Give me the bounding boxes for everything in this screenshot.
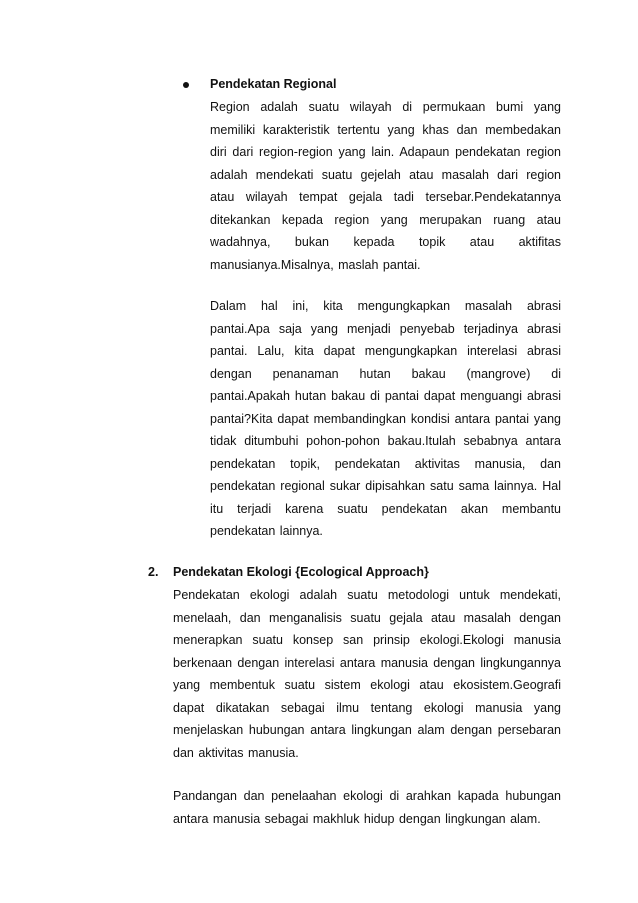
section-title: Pendekatan Ekologi {Ecological Approach} — [173, 565, 429, 579]
paragraph-regional-2: Dalam hal ini, kita mengungkapkan masalah abrasi pantai.Apa saja yang menjadi penyebab terjadinya abrasi pantai. Lalu, kita dapat mengungkapkan interelasi abrasi dengan penanaman hutan bakau (mangrove) di pantai.Apakah hutan bakau di pantai dapat menguangi abrasi pantai?Kita dapat membandingkan kondisi antara pantai yang tidak ditumbuhi pohon-pohon bakau.Itulah sebabnya antara pendekatan topik, pendekatan aktivitas manusia, dan pendekatan regional sukar dipisahkan satu sama lainnya. Hal itu terjadi karena suatu pendekatan akan membantu pendekatan lainnya. — [210, 299, 561, 538]
paragraph-regional-1: Region adalah suatu wilayah di permukaan bumi yang memiliki karakteristik tertentu yang khas dan membedakan diri dari region-region yang lain. Adapaun pendekatan region adalah mendekati suatu gejelah atau masalah dari region atau wilayah tempat gejala tadi tersebar.Pendekatannya ditekankan kepada region yang merupakan ruang atau wadahnya, bukan kepada topik atau aktifitas manusianya.Misalnya, maslah pantai. — [210, 100, 561, 272]
paragraph-ekologi-2: Pandangan dan penelaahan ekologi di arahkan kapada hubungan antara manusia sebagai makhluk hidup dengan lingkungan alam. — [173, 789, 561, 826]
paragraph-ekologi-1: Pendekatan ekologi adalah suatu metodologi untuk mendekati, menelaah, dan menganalisis suatu gejala atau masalah dengan menerapkan suatu konsep san prinsip ekologi.Ekologi manusia berkenaan dengan interelasi antara manusia dengan lingkungannya yang membentuk suatu sistem ekologi atau ekosistem.Geografi dapat dikatakan sebagai ilmu tentang ekologi manusia yang menjelaskan hubungan antara lingkungan alam dengan persebaran dan aktivitas manusia. — [173, 588, 561, 760]
bullet-dot-icon — [183, 82, 189, 88]
section-number: 2. — [148, 565, 159, 579]
bullet-title: Pendekatan Regional — [210, 77, 337, 91]
